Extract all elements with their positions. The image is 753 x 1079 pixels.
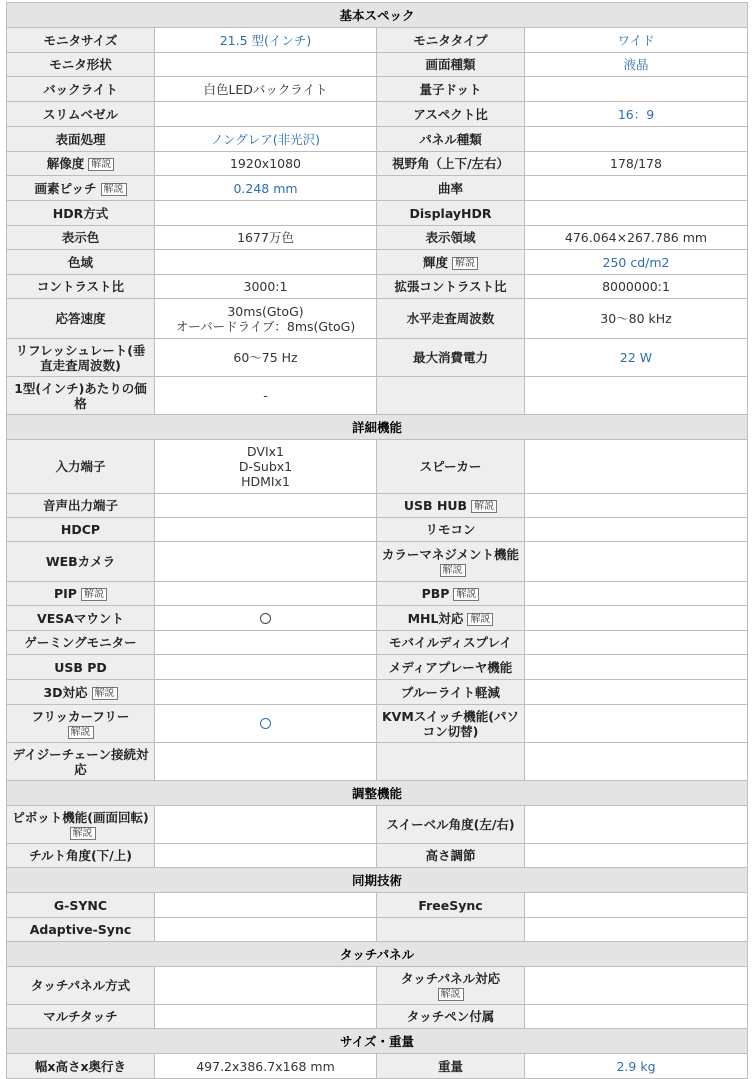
- value-empty-2: [525, 743, 748, 781]
- label-daisy-chain: デイジーチェーン接続対応: [7, 743, 155, 781]
- label-surface: 表面処理: [7, 127, 155, 152]
- value-ext-contrast: 8000000:1: [525, 275, 748, 299]
- label-pip: [7, 582, 155, 606]
- label-height-adjust: 高さ調節: [377, 844, 525, 868]
- value-tilt: [155, 844, 377, 868]
- help-button-pip[interactable]: 解説: [81, 588, 107, 601]
- value-monitor-shape: [155, 53, 377, 77]
- value-aspect-ratio[interactable]: 16：9: [525, 102, 748, 127]
- label-color-mgmt: [377, 542, 525, 582]
- value-swivel: [525, 806, 748, 844]
- label-multitouch: マルチタッチ: [7, 1005, 155, 1029]
- value-contrast: 3000:1: [155, 275, 377, 299]
- value-dimensions: 497.2x386.7x168 mm: [155, 1054, 377, 1079]
- label-pixel-pitch: [7, 176, 155, 201]
- help-button-color-mgmt[interactable]: 解説: [440, 564, 466, 577]
- label-weight: 重量: [377, 1054, 525, 1079]
- label-webcam: WEBカメラ: [7, 542, 155, 582]
- label-colors: 表示色: [7, 226, 155, 250]
- section-header-detail: 詳細機能: [7, 415, 748, 440]
- value-gamut: [155, 250, 377, 275]
- value-h-freq: 30～80 kHz: [525, 299, 748, 339]
- label-response-time: 応答速度: [7, 299, 155, 339]
- help-button-brightness[interactable]: 解説: [452, 257, 478, 270]
- label-brightness: [377, 250, 525, 275]
- value-remote: [525, 518, 748, 542]
- label-aspect-ratio: アスペクト比: [377, 102, 525, 127]
- value-flicker-free: [155, 705, 377, 743]
- value-pivot: [155, 806, 377, 844]
- value-blue-light: [525, 680, 748, 705]
- label-color-mgmt-text: カラーマネジメント機能: [381, 546, 520, 562]
- section-header-touch: タッチパネル: [7, 942, 748, 967]
- label-tilt: チルト角度(下/上): [7, 844, 155, 868]
- help-button-mhl[interactable]: 解説: [467, 613, 493, 626]
- label-backlight: バックライト: [7, 77, 155, 102]
- value-displayhdr: [525, 201, 748, 226]
- label-monitor-shape: モニタ形状: [7, 53, 155, 77]
- help-button-resolution[interactable]: 解説: [88, 158, 114, 171]
- value-hdr: [155, 201, 377, 226]
- value-pixel-pitch[interactable]: 0.248 mm: [155, 176, 377, 201]
- label-empty-2: [377, 743, 525, 781]
- value-refresh-rate: 60～75 Hz: [155, 339, 377, 377]
- input-line-2: D-Subx1: [238, 459, 293, 474]
- value-empty: [525, 377, 748, 415]
- value-backlight: 白色LEDバックライト: [155, 77, 377, 102]
- label-resolution: [7, 152, 155, 176]
- label-pixel-pitch-text: 画素ピッチ: [34, 180, 97, 196]
- label-screen-type: 画面種類: [377, 53, 525, 77]
- value-weight[interactable]: 2.9 kg: [525, 1054, 748, 1079]
- input-line-1: DVIx1: [247, 444, 284, 459]
- label-remote: リモコン: [377, 518, 525, 542]
- value-brightness[interactable]: 250 cd/m2: [525, 250, 748, 275]
- value-freesync: [525, 893, 748, 918]
- label-panel-type: パネル種類: [377, 127, 525, 152]
- label-swivel: スイーベル角度(左/右): [377, 806, 525, 844]
- label-price-per-inch: 1型(インチ)あたりの価格: [7, 377, 155, 415]
- value-height-adjust: [525, 844, 748, 868]
- label-freesync: FreeSync: [377, 893, 525, 918]
- help-button-3d[interactable]: 解説: [92, 687, 118, 700]
- value-hdcp: [155, 518, 377, 542]
- label-dimensions: 幅x高さx奥行き: [7, 1054, 155, 1079]
- label-audio-out: 音声出力端子: [7, 494, 155, 518]
- label-pivot: [7, 806, 155, 844]
- label-3d-text: 3D対応: [43, 684, 88, 700]
- label-mhl: [377, 606, 525, 631]
- label-quantum-dot: 量子ドット: [377, 77, 525, 102]
- label-pip-text: PIP: [54, 586, 77, 601]
- label-usb-hub: [377, 494, 525, 518]
- section-header-sync: 同期技術: [7, 868, 748, 893]
- label-slim-bezel: スリムベゼル: [7, 102, 155, 127]
- section-header-basic: 基本スペック: [7, 3, 748, 28]
- label-resolution-text: 解像度: [46, 156, 85, 171]
- value-price-per-inch: -: [155, 377, 377, 415]
- value-3d: [155, 680, 377, 705]
- value-surface[interactable]: ノングレア(非光沢): [155, 127, 377, 152]
- value-touch-supported: [525, 967, 748, 1005]
- label-media-player: メディアプレーヤ機能: [377, 655, 525, 680]
- response-time-line-1: 30ms(GtoG): [227, 303, 304, 319]
- help-button-pbp[interactable]: 解説: [453, 588, 479, 601]
- circle-mark-icon: [260, 613, 271, 624]
- value-slim-bezel: [155, 102, 377, 127]
- value-speaker: [525, 440, 748, 494]
- label-blue-light: ブルーライト軽減: [377, 680, 525, 705]
- label-monitor-size: モニタサイズ: [7, 28, 155, 53]
- label-monitor-type: モニタタイプ: [377, 28, 525, 53]
- label-touch-pen: タッチペン付属: [377, 1005, 525, 1029]
- spec-table: [6, 2, 748, 1079]
- value-daisy-chain: [155, 743, 377, 781]
- label-contrast: コントラスト比: [7, 275, 155, 299]
- label-3d: [7, 680, 155, 705]
- value-empty-3: [525, 918, 748, 942]
- help-button-touch[interactable]: 解説: [438, 988, 464, 1001]
- value-usb-hub: [525, 494, 748, 518]
- value-resolution: 1920x1080: [155, 152, 377, 176]
- help-button-pixel-pitch[interactable]: 解説: [101, 183, 127, 196]
- value-kvm: [525, 705, 748, 743]
- value-max-power[interactable]: 22 W: [525, 339, 748, 377]
- value-colors: 1677万色: [155, 226, 377, 250]
- label-touch-supported: [377, 967, 525, 1005]
- label-curvature: 曲率: [377, 176, 525, 201]
- label-speaker: スピーカー: [377, 440, 525, 494]
- input-line-3: HDMIx1: [241, 474, 290, 489]
- value-response-time: [155, 299, 377, 339]
- label-gsync: G-SYNC: [7, 893, 155, 918]
- label-viewing-angle: 視野角（上下/左右）: [377, 152, 525, 176]
- section-header-size: サイズ・重量: [7, 1029, 748, 1054]
- label-usb-pd: USB PD: [7, 655, 155, 680]
- label-empty: [377, 377, 525, 415]
- value-pip: [155, 582, 377, 606]
- value-audio-out: [155, 494, 377, 518]
- label-hdr: HDR方式: [7, 201, 155, 226]
- label-ext-contrast: 拡張コントラスト比: [377, 275, 525, 299]
- label-displayhdr: DisplayHDR: [377, 201, 525, 226]
- label-touch-method: タッチパネル方式: [7, 967, 155, 1005]
- value-inputs: [155, 440, 377, 494]
- value-mobile: [525, 631, 748, 655]
- value-panel-type: [525, 127, 748, 152]
- response-time-line-2: オーバードライブ：8ms(GtoG): [175, 318, 356, 334]
- value-adaptive-sync: [155, 918, 377, 942]
- label-pivot-text: ピボット機能(画面回転): [12, 809, 149, 825]
- value-webcam: [155, 542, 377, 582]
- value-multitouch: [155, 1005, 377, 1029]
- value-usb-pd: [155, 655, 377, 680]
- value-monitor-size[interactable]: 21.5 型(インチ): [155, 28, 377, 53]
- label-brightness-text: 輝度: [422, 254, 448, 270]
- label-refresh-rate: リフレッシュレート(垂直走査周波数): [7, 339, 155, 377]
- label-vesa: VESAマウント: [7, 606, 155, 631]
- label-empty-3: [377, 918, 525, 942]
- label-hdcp: HDCP: [7, 518, 155, 542]
- label-display-area: 表示領域: [377, 226, 525, 250]
- value-media-player: [525, 655, 748, 680]
- label-touch-supported-text: タッチパネル対応: [400, 970, 501, 986]
- value-touch-pen: [525, 1005, 748, 1029]
- value-gsync: [155, 893, 377, 918]
- label-pbp: [377, 582, 525, 606]
- help-button-usb-hub[interactable]: 解説: [471, 500, 497, 513]
- label-pbp-text: PBP: [421, 586, 450, 601]
- label-max-power: 最大消費電力: [377, 339, 525, 377]
- circle-mark-icon[interactable]: [260, 718, 271, 729]
- label-usb-hub-text: USB HUB: [403, 498, 468, 513]
- label-flicker-free-text: フリッカーフリー: [31, 708, 130, 724]
- label-gaming: ゲーミングモニター: [7, 631, 155, 655]
- label-inputs: 入力端子: [7, 440, 155, 494]
- label-h-freq: 水平走査周波数: [377, 299, 525, 339]
- value-viewing-angle: 178/178: [525, 152, 748, 176]
- value-display-area: 476.064×267.786 mm: [525, 226, 748, 250]
- value-pbp: [525, 582, 748, 606]
- value-quantum-dot: [525, 77, 748, 102]
- value-touch-method: [155, 967, 377, 1005]
- label-flicker-free: [7, 705, 155, 743]
- section-header-adjust: 調整機能: [7, 781, 748, 806]
- help-button-pivot[interactable]: 解説: [70, 827, 96, 840]
- value-vesa: [155, 606, 377, 631]
- value-mhl: [525, 606, 748, 631]
- label-gamut: 色域: [7, 250, 155, 275]
- value-curvature: [525, 176, 748, 201]
- value-color-mgmt: [525, 542, 748, 582]
- label-adaptive-sync: Adaptive-Sync: [7, 918, 155, 942]
- value-screen-type[interactable]: 液晶: [525, 53, 748, 77]
- label-mobile: モバイルディスプレイ: [377, 631, 525, 655]
- value-monitor-type[interactable]: ワイド: [525, 28, 748, 53]
- help-button-flicker-free[interactable]: 解説: [68, 726, 94, 739]
- label-kvm: KVMスイッチ機能(パソコン切替): [377, 705, 525, 743]
- value-gaming: [155, 631, 377, 655]
- label-mhl-text: MHL対応: [407, 610, 464, 626]
